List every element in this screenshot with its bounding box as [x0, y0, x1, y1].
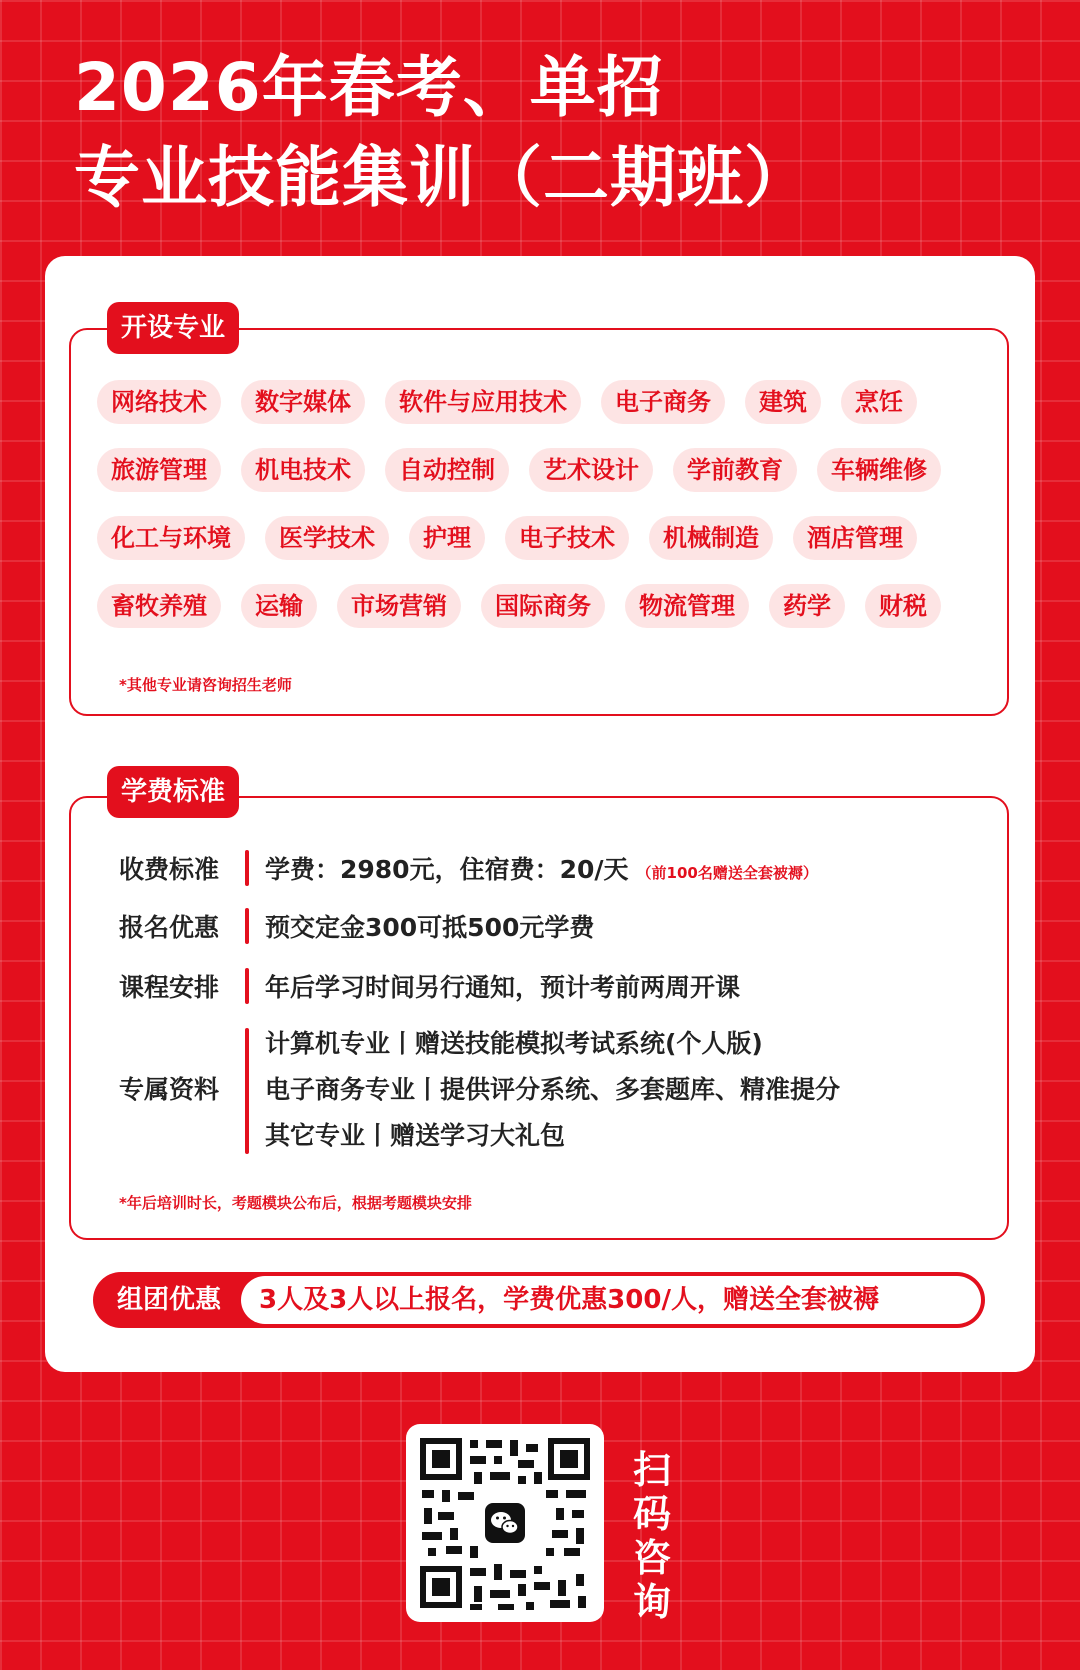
fee-divider — [245, 908, 249, 944]
poster-title-line1: 2026年春考、单招 — [74, 49, 664, 126]
group-discount-text: 3人及3人以上报名，学费优惠300/人，赠送全套被褥 — [241, 1276, 981, 1324]
major-tag: 财税 — [865, 584, 941, 628]
majors-row-3 — [97, 516, 997, 560]
major-tag: 电子商务 — [601, 380, 725, 424]
major-tag: 旅游管理 — [97, 448, 221, 492]
major-tag: 畜牧养殖 — [97, 584, 221, 628]
major-tag: 数字媒体 — [241, 380, 365, 424]
fee-divider — [245, 968, 249, 1004]
major-tag: 医学技术 — [265, 516, 389, 560]
fee-value-text: 学费：2980元，住宿费：20/天 — [265, 855, 629, 884]
fee-key: 收费标准 — [119, 855, 220, 884]
scan-char: 码 — [632, 1492, 671, 1536]
major-tag: 车辆维修 — [817, 448, 941, 492]
fee-row-standard — [119, 850, 987, 886]
fee-value-line: 计算机专业丨赠送技能模拟考试系统(个人版) — [265, 1029, 763, 1058]
scan-char: 询 — [632, 1580, 671, 1624]
fee-row-discount — [119, 908, 987, 944]
major-tag: 建筑 — [745, 380, 821, 424]
major-tag: 烹饪 — [841, 380, 917, 424]
fee-key: 报名优惠 — [119, 913, 220, 942]
major-tag: 软件与应用技术 — [385, 380, 581, 424]
fees-panel — [69, 796, 1009, 1240]
major-tag: 机械制造 — [649, 516, 773, 560]
fee-key: 专属资料 — [119, 1075, 220, 1104]
fee-value: 预交定金300可抵500元学费 — [265, 913, 595, 942]
majors-row-4 — [97, 584, 997, 628]
major-tag: 化工与环境 — [97, 516, 245, 560]
scan-char: 咨 — [632, 1536, 671, 1580]
major-tag: 学前教育 — [673, 448, 797, 492]
fee-small-note: （前100名赠送全套被褥） — [636, 864, 818, 882]
major-tag: 市场营销 — [337, 584, 461, 628]
scan-to-consult-text — [632, 1448, 672, 1624]
fee-value: 年后学习时间另行通知，预计考前两周开课 — [265, 973, 741, 1002]
major-tag: 电子技术 — [505, 516, 629, 560]
fee-row-materials — [119, 1024, 987, 1154]
group-discount-label: 组团优惠 — [117, 1285, 222, 1315]
fee-divider — [245, 1028, 249, 1154]
fee-value-line: 电子商务专业丨提供评分系统、多套题库、精准提分 — [265, 1075, 841, 1104]
fee-value — [265, 850, 818, 886]
info-card — [45, 256, 1035, 1372]
majors-row-2 — [97, 448, 997, 492]
group-discount-bar — [93, 1272, 985, 1328]
qr-code[interactable] — [406, 1424, 604, 1622]
majors-panel — [69, 328, 1009, 716]
fee-row-schedule — [119, 968, 987, 1004]
major-tag: 运输 — [241, 584, 317, 628]
major-tag: 酒店管理 — [793, 516, 917, 560]
major-tag: 护理 — [409, 516, 485, 560]
wechat-icon — [485, 1503, 525, 1543]
scan-char: 扫 — [632, 1448, 671, 1492]
majors-note: *其他专业请咨询招生老师 — [119, 676, 292, 694]
poster-title-line2: 专业技能集训（二期班） — [74, 139, 811, 216]
majors-row-1 — [97, 380, 997, 424]
fees-note: *年后培训时长，考题模块公布后，根据考题模块安排 — [119, 1194, 472, 1212]
fee-divider — [245, 850, 249, 886]
major-tag: 药学 — [769, 584, 845, 628]
majors-section-label: 开设专业 — [107, 302, 239, 354]
fee-key: 课程安排 — [119, 973, 220, 1002]
major-tag: 国际商务 — [481, 584, 605, 628]
major-tag: 机电技术 — [241, 448, 365, 492]
major-tag: 自动控制 — [385, 448, 509, 492]
major-tag: 物流管理 — [625, 584, 749, 628]
major-tag: 网络技术 — [97, 380, 221, 424]
major-tag: 艺术设计 — [529, 448, 653, 492]
fees-section-label: 学费标准 — [107, 766, 239, 818]
fee-value-line: 其它专业丨赠送学习大礼包 — [265, 1121, 566, 1150]
